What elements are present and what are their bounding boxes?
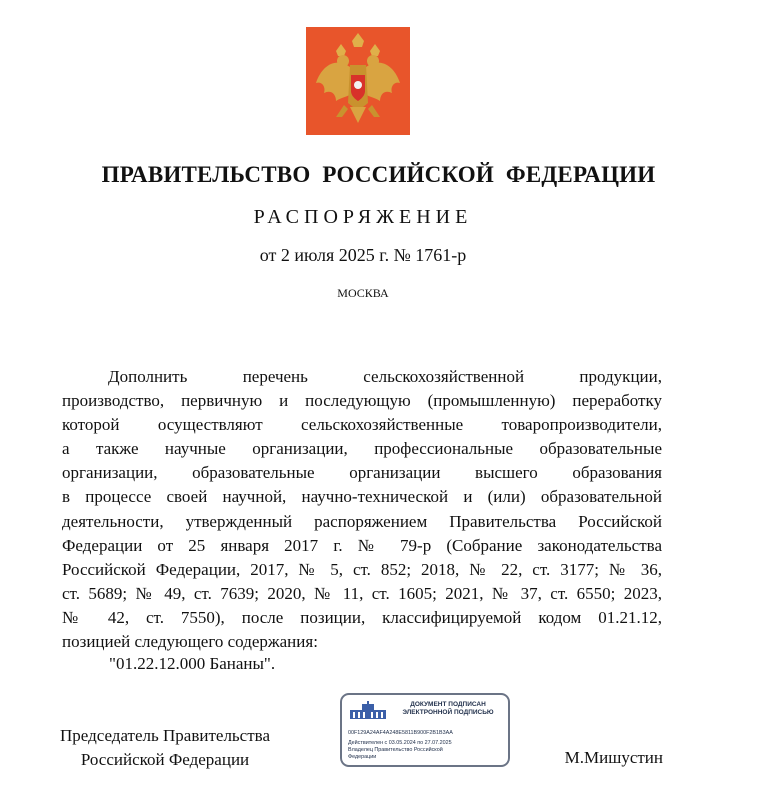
signer-position bbox=[0, 724, 330, 772]
coat-of-arms-emblem bbox=[306, 27, 410, 135]
stamp-title-line: ЭЛЕКТРОННОЙ ПОДПИСЬЮ bbox=[402, 709, 494, 716]
signer-position-line: Председатель Правительства bbox=[59, 726, 271, 745]
body-line: № 42, ст. 7550), после позиции, классифицируемой кодом 01.21.12, bbox=[62, 607, 662, 627]
signer-name: М.Мишустин bbox=[564, 748, 663, 767]
order-body bbox=[62, 365, 662, 654]
document-city: МОСКВА bbox=[337, 286, 389, 300]
stamp-owner: Федерации bbox=[348, 754, 377, 760]
body-line: производство, первичную и последующую (промышленную) переработку bbox=[62, 391, 662, 411]
stamp-title-line: ДОКУМЕНТ ПОДПИСАН bbox=[410, 701, 486, 708]
body-line: деятельности, утвержденный распоряжением Правительства Российской bbox=[62, 511, 662, 531]
body-line: Российской Федерации, 2017, № 5, ст. 852; 2018, № 22, ст. 3177; № 36, bbox=[62, 559, 662, 579]
body-line: Федерации от 25 января 2017 г. № 79-р (Собрание законодательства bbox=[62, 535, 662, 555]
document-type: РАСПОРЯЖЕНИЕ bbox=[253, 206, 473, 228]
stamp-certificate: 00F129A24AF4A248E5811B900F2B1B3AA bbox=[348, 730, 453, 736]
body-line: в процессе своей научной, научно-технической и (или) образовательной bbox=[62, 487, 662, 507]
body-line: Дополнить перечень сельскохозяйственной продукции, bbox=[108, 367, 662, 386]
body-line: позицией следующего содержания: bbox=[62, 632, 318, 652]
government-title: ПРАВИТЕЛЬСТВО РОССИЙСКОЙ ФЕДЕРАЦИИ bbox=[101, 162, 656, 187]
stamp-title bbox=[390, 701, 506, 717]
inserted-position-quote: "01.22.12.000 Бананы". bbox=[109, 654, 276, 673]
body-line: ст. 5689; № 49, ст. 7639; 2020, № 11, ст. 1605; 2021, № 37, ст. 6550; 2023, bbox=[62, 583, 662, 603]
body-line: а также научные организации, профессиональные образовательные bbox=[62, 439, 662, 459]
body-line: организации, образовательные организации высшего образования bbox=[62, 463, 662, 483]
document-date-number: от 2 июля 2025 г. № 1761-р bbox=[259, 245, 467, 265]
electronic-signature-stamp bbox=[340, 693, 510, 767]
double-headed-eagle-icon bbox=[306, 27, 410, 135]
government-building-icon bbox=[348, 701, 388, 721]
stamp-owner: Владелец Правительство Российской bbox=[348, 747, 443, 753]
signer-position-line: Российской Федерации bbox=[80, 750, 250, 769]
body-line: которой осуществляют сельскохозяйственные товаропроизводители, bbox=[62, 415, 662, 435]
stamp-validity: Действителен с 03.05.2024 по 27.07.2025 bbox=[348, 740, 452, 746]
